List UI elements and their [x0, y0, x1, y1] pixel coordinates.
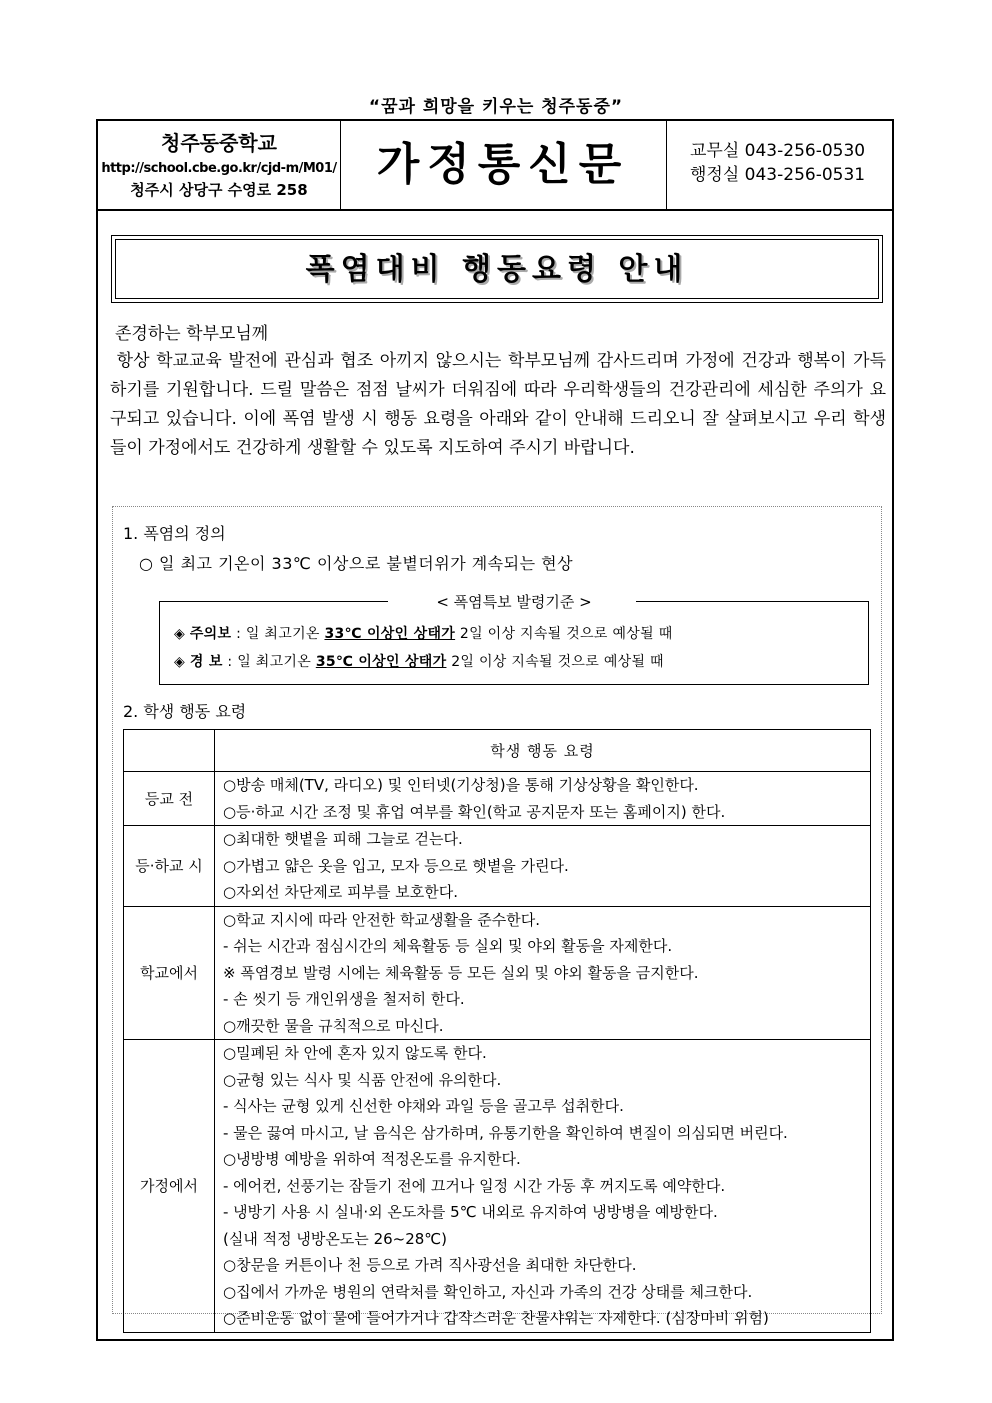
list-item: ○등·하교 시간 조정 및 휴업 여부를 확인(학교 공지문자 또는 홈페이지) 한다. [223, 802, 726, 821]
section1-heading: 1. 폭염의 정의 [123, 524, 226, 543]
list-item: ○최대한 햇볕을 피해 그늘로 걷는다. [223, 830, 463, 848]
list-item: - 쉬는 시간과 점심시간의 체육활동 등 실외 및 야외 활동을 자제한다. [223, 937, 673, 955]
table-row [124, 826, 871, 907]
table-header-row [124, 730, 871, 772]
list-item: ○창문을 커튼이나 천 등으로 가려 직사광선을 최대한 차단한다. [223, 1256, 637, 1274]
row-body [215, 826, 871, 907]
letterhead [98, 121, 892, 211]
content-box [112, 506, 882, 1327]
document-frame [96, 119, 894, 1341]
advisory-label: 주의보 [189, 626, 232, 642]
list-item: ○자외선 차단제로 피부를 보호한다. [223, 883, 459, 901]
criteria-advisory [174, 623, 673, 643]
document-title-box [111, 235, 883, 303]
heat-alert-criteria [159, 593, 869, 685]
row-category: 가정에서 [124, 1040, 215, 1333]
advisory-post: 2일 이상 지속될 것으로 예상될 때 [455, 626, 673, 642]
phone-academic: 교무실 043-256-0530 [690, 141, 866, 161]
list-item: (실내 적정 냉방온도는 26~28℃) [223, 1229, 448, 1248]
table-row [124, 772, 871, 826]
diamond-bullet-icon: ◈ [174, 654, 186, 670]
school-slogan: “꿈과 희망을 키우는 청주동중” [368, 97, 624, 117]
newsletter-title: 가정통신문 [340, 121, 667, 209]
warning-pre: : 일 최고기온 [222, 654, 316, 670]
row-category: 학교에서 [124, 906, 215, 1040]
row-category: 등교 전 [124, 772, 215, 826]
list-item: ○방송 매체(TV, 라디오) 및 인터넷(기상청)을 통해 기상상황을 확인한다. [223, 776, 699, 794]
document-title: 폭염대비 행동요령 안내 [115, 239, 879, 299]
table-row [124, 906, 871, 1040]
row-body [215, 1040, 871, 1333]
list-item: ○균형 있는 식사 및 식품 안전에 유의한다. [223, 1070, 502, 1089]
contact-info [666, 139, 892, 187]
list-item: ○깨끗한 물을 규칙적으로 마신다. [223, 1016, 444, 1035]
criteria-title: < 폭염특보 발령기준 > [436, 593, 592, 611]
list-item: ※ 폭염경보 발령 시에는 체육활동 등 모든 실외 및 야외 활동을 금지한다. [223, 963, 699, 982]
action-table [123, 729, 871, 1333]
table-header: 학생 행동 요령 [215, 730, 871, 772]
greeting: 존경하는 학부모님께 [115, 324, 269, 344]
section1-definition: ○ 일 최고 기온이 33℃ 이상으로 불볕더위가 계속되는 현상 [139, 554, 574, 573]
list-item: ○학교 지시에 따라 안전한 학교생활을 준수한다. [223, 910, 541, 929]
list-item: - 손 씻기 등 개인위생을 철저히 한다. [223, 990, 465, 1008]
warning-emph: 35℃ 이상인 상태가 [315, 654, 447, 670]
school-name: 청주동중학교 [161, 131, 277, 155]
list-item: ○밀폐된 차 안에 혼자 있지 않도록 한다. [223, 1044, 487, 1062]
intro-text: 항상 학교교육 발전에 관심과 협조 아끼지 않으시는 학부모님께 감사드리며 가정에 건강과 행복이 가득하기를 기원합니다. 드릴 말씀은 점점 날씨가 더워짐에 따라 우리학생들의 건강관리에 세심한 주의가 요구되고 있습니다. 이에 폭염 발생 시 행동 요령을 아래와 같이 안내해 드리오니 잘 살펴보시고 우리 학생들이 가정에서도 건강하게 생활할 수 있도록 지도하여 주시기 바랍니다. [110, 351, 886, 458]
list-item: - 에어컨, 선풍기는 잠들기 전에 끄거나 일정 시간 가동 후 꺼지도록 예약한다. [223, 1176, 726, 1195]
intro-paragraph [110, 347, 886, 463]
diamond-bullet-icon: ◈ [174, 626, 186, 642]
table-header-empty [124, 730, 215, 772]
table-row [124, 1040, 871, 1333]
school-info [98, 121, 341, 209]
advisory-pre: : 일 최고기온 [231, 626, 325, 642]
warning-label: 경 보 [189, 654, 223, 670]
list-item: - 식사는 균형 있게 신선한 야채와 과일 등을 골고루 섭취한다. [223, 1097, 624, 1115]
list-item: - 냉방기 사용 시 실내·외 온도차를 5℃ 내외로 유지하여 냉방병을 예방한다. [223, 1203, 718, 1221]
section2-heading: 2. 학생 행동 요령 [123, 702, 247, 721]
row-body [215, 772, 871, 826]
list-item: ○가볍고 얇은 옷을 입고, 모자 등으로 햇볕을 가린다. [223, 856, 569, 875]
list-item: ○집에서 가까운 병원의 연락처를 확인하고, 자신과 가족의 건강 상태를 체크한다. [223, 1282, 753, 1301]
school-url[interactable]: http://school.cbe.go.kr/cjd-m/M01/ [101, 161, 337, 176]
criteria-warning [174, 651, 664, 671]
row-category: 등·하교 시 [124, 826, 215, 907]
phone-admin: 행정실 043-256-0531 [690, 165, 866, 185]
advisory-emph: 33℃ 이상인 상태가 [324, 626, 456, 642]
warning-post: 2일 이상 지속될 것으로 예상될 때 [446, 654, 664, 670]
school-address: 청주시 상당구 수영로 258 [130, 181, 308, 199]
list-item: - 물은 끓여 마시고, 날 음식은 삼가하며, 유통기한을 확인하여 변질이 의심되면 버린다. [223, 1123, 788, 1142]
list-item: ○냉방병 예방을 위하여 적정온도를 유지한다. [223, 1150, 521, 1168]
row-body [215, 906, 871, 1040]
list-item: ○준비운동 없이 물에 들어가거나 갑작스러운 찬물샤워는 자제한다. (심장마비 위험) [223, 1309, 769, 1327]
